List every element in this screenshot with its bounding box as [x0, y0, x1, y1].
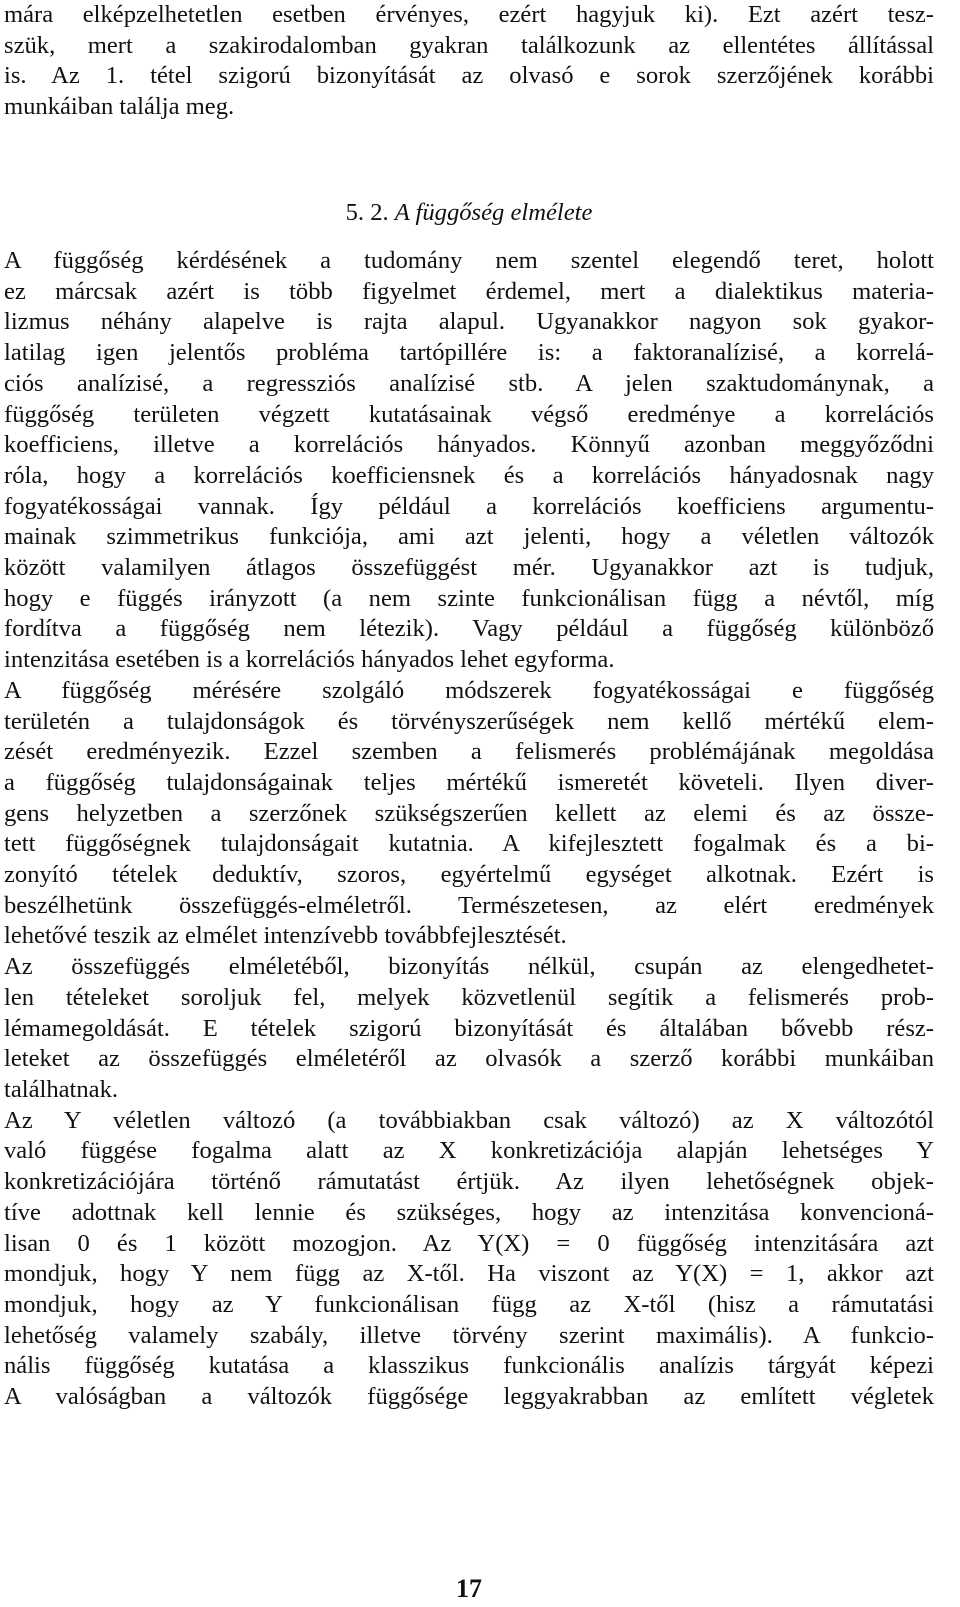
- section-heading: [4, 198, 934, 228]
- text-line: A függőség kérdésének a tudomány nem szentel elegendő teret, holott: [4, 247, 934, 274]
- text-line: mainak szimmetrikus funkciója, ami azt jelenti, hogy a véletlen változók: [4, 523, 934, 551]
- text-line: találhatnak.: [4, 1075, 119, 1103]
- text-line: tíve adottnak kell lennie és szükséges, hogy az intenzitása konvencioná-: [4, 1198, 934, 1226]
- text-line: gens helyzetben a szerzőnek szükségszerűen kellett az elemi és az össze-: [4, 799, 934, 827]
- text-line: lehetőség valamely szabály, illetve törvény szerint maximális). A funkcio-: [4, 1321, 934, 1349]
- text-line: való függése fogalma alatt az X konkretizációja alapján lehetséges Y: [4, 1137, 934, 1165]
- text-line: mondjuk, hogy Y nem függ az X-től. Ha viszont az Y(X) = 1, akkor azt: [4, 1260, 934, 1288]
- text-line: hogy e függés irányzott (a nem szinte funkcionálisan függ a névtől, míg: [4, 584, 934, 612]
- text-line: ciós analízisé, a regressziós analízisé stb. A jelen szaktudománynak, a: [4, 369, 934, 397]
- text-line: területén a tulajdonságok és törvényszerűségek nem kellő mértékű elem-: [4, 707, 934, 735]
- text-line: ez márcsak azért is több figyelmet érdemel, mert a dialektikus materia-: [4, 277, 934, 305]
- page-number: 17: [456, 1574, 482, 1603]
- text-line: között valamilyen átlagos összefüggést mér. Ugyanakkor azt is tudjuk,: [4, 554, 934, 582]
- text-line: mondjuk, hogy az Y funkcionálisan függ az X-től (hisz a rámutatási: [4, 1290, 934, 1318]
- text-line: is. Az 1. tétel szigorú bizonyítását az olvasó e sorok szerzőjének korábbi: [4, 62, 934, 90]
- text-line: fogyatékosságai vannak. Így például a korrelációs koefficiens argumentu-: [4, 492, 934, 520]
- text-line: intenzitása esetében is a korrelációs hányados lehet egyforma.: [4, 646, 615, 674]
- section-title: A függőség elmélete: [394, 199, 593, 226]
- text-line: beszélhetünk összefüggés-elméletről. Természetesen, az elért eredmények: [4, 891, 934, 919]
- body-text: [4, 246, 934, 1413]
- text-line: A valóságban a változók függősége leggyakrabban az említett végletek: [4, 1383, 934, 1411]
- text-line: fordítva a függőség nem létezik). Vagy például a függőség különböző: [4, 615, 934, 643]
- text-line: a függőség tulajdonságainak teljes mértékű ismeretét követeli. Ilyen diver-: [4, 768, 934, 796]
- text-line: tett függőségnek tulajdonságait kutatnia. A kifejlesztett fogalmak és a bi-: [4, 830, 934, 858]
- text-line: róla, hogy a korrelációs koefficiensnek és a korrelációs hányadosnak nagy: [4, 461, 934, 489]
- text-line: latilag igen jelentős probléma tartópillére is: a faktoranalízisé, a korrelá-: [4, 339, 934, 367]
- text-line: zonyító tételek deduktív, szoros, egyértelmű egységet alkotnak. Ezért is: [4, 861, 934, 889]
- text-line: Az Y véletlen változó (a továbbiakban csak változó) az X változótól: [4, 1106, 934, 1134]
- text-line: mára elképzelhetetlen esetben érvényes, ezért hagyjuk ki). Ezt azért tesz-: [4, 1, 934, 28]
- text-line: lehetővé teszik az elmélet intenzívebb továbbfejlesztését.: [4, 922, 567, 950]
- text-line: munkáiban találja meg.: [4, 93, 235, 121]
- text-line: lisan 0 és 1 között mozogjon. Az Y(X) = 0 függőség intenzitására azt: [4, 1229, 934, 1257]
- text-line: len tételeket soroljuk fel, melyek közvetlenül segítik a felismerés prob-: [4, 983, 934, 1011]
- text-line: A függőség mérésére szolgáló módszerek fogyatékosságai e függőség: [4, 676, 934, 704]
- text-line: konkretizációjára történő rámutatást értjük. Az ilyen lehetőségnek objek-: [4, 1168, 934, 1196]
- text-line: függőség területen végzett kutatásainak végső eredménye a korrelációs: [4, 400, 934, 428]
- section-number: 5. 2.: [345, 199, 389, 226]
- text-line: koefficiens, illetve a korrelációs hányados. Könnyű azonban meggyőződni: [4, 431, 934, 459]
- text-line: nális függőség kutatása a klasszikus funkcionális analízis tárgyát képezi: [4, 1352, 934, 1380]
- intro-paragraph: [4, 0, 934, 123]
- text-line: lémamegoldását. E tételek szigorú bizonyítását és általában bővebb rész-: [4, 1014, 934, 1042]
- text-line: leteket az összefüggés elméletéről az olvasók a szerző korábbi munkáiban: [4, 1045, 934, 1073]
- text-line: Az összefüggés elméletéből, bizonyítás nélkül, csupán az elengedhetet-: [4, 953, 934, 981]
- text-line: szük, mert a szakirodalomban gyakran találkozunk az ellentétes állítással: [4, 31, 934, 59]
- text-line: lizmus néhány alapelve is rajta alapul. Ugyanakkor nagyon sok gyakor-: [4, 308, 934, 336]
- text-line: zését eredményezik. Ezzel szemben a felismerés problémájának megoldása: [4, 738, 934, 766]
